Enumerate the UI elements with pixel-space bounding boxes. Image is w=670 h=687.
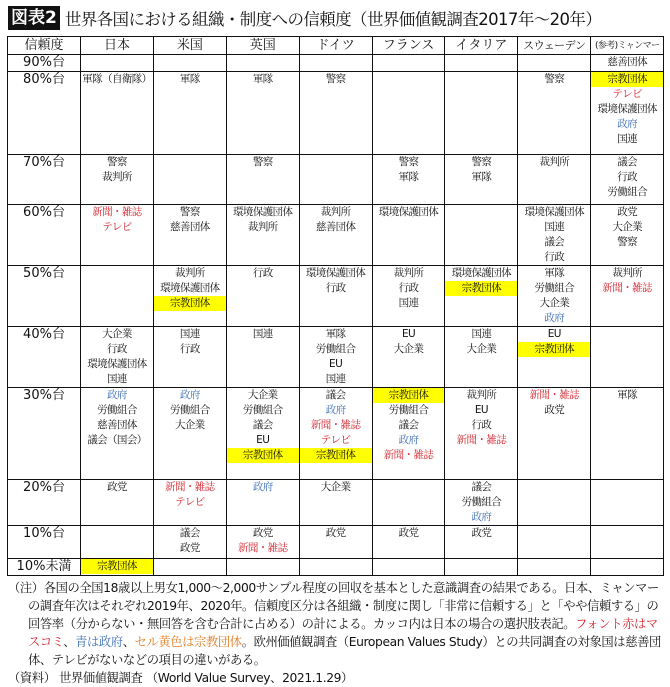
institution-item: 政府: [471, 511, 492, 523]
note-text: [8, 579, 663, 669]
institution-item: 政党: [544, 404, 565, 416]
trust-table: [7, 36, 664, 576]
institution-item: 警察: [544, 73, 565, 85]
table-cell: [591, 388, 664, 480]
trust-level-label: 30%台: [8, 388, 81, 480]
table-row: [8, 205, 664, 266]
institution-item: 政党: [179, 542, 200, 554]
table-cell: [299, 388, 372, 480]
table-row: [8, 266, 664, 327]
trust-level-label: 80%台: [8, 72, 81, 155]
institution-item: 政党: [252, 527, 273, 539]
institution-item: 慈善団体: [170, 221, 210, 233]
institution-item: 大企業: [466, 343, 497, 355]
institution-item: 労働組合: [534, 282, 575, 294]
institution-item: EU: [329, 358, 343, 370]
institution-item: 宗教団体: [300, 448, 372, 463]
table-cell: [226, 72, 299, 155]
table-cell: [226, 327, 299, 388]
institution-item: 議会: [544, 236, 565, 248]
footnote: [8, 579, 663, 687]
institution-item: 新聞・雑誌: [237, 542, 288, 554]
table-cell: [81, 526, 154, 559]
institution-item: 議会: [325, 389, 346, 401]
institution-item: 議会: [617, 156, 638, 168]
institution-item: 宗教団体: [81, 559, 153, 574]
institution-item: 労働組合: [97, 404, 137, 416]
institution-item: 大企業: [102, 328, 132, 340]
institution-item: 大企業: [320, 481, 351, 493]
institution-item: 行政: [617, 171, 638, 183]
table-cell: [591, 72, 664, 155]
table-cell: [153, 480, 226, 526]
institution-item: 警察: [252, 156, 273, 168]
institution-item: 新聞・雑誌: [310, 419, 361, 431]
institution-item: 裁判所: [612, 267, 643, 279]
trust-level-label: 90%台: [8, 55, 81, 72]
table-cell: [445, 205, 518, 266]
institution-item: 警察: [325, 73, 346, 85]
table-cell: [299, 327, 372, 388]
figure-number-tag: 図表2: [8, 6, 60, 30]
table-row: [8, 72, 664, 155]
institution-item: 国連: [617, 133, 638, 145]
institution-item: 環境保護団体: [451, 267, 512, 279]
table-cell: [226, 155, 299, 205]
trust-level-label: 50%台: [8, 266, 81, 327]
institution-item: 新聞・雑誌: [383, 449, 434, 461]
institution-item: 労働組合: [315, 343, 356, 355]
institution-item: 政府: [325, 404, 346, 416]
table-cell: [445, 327, 518, 388]
table-cell: [81, 205, 154, 266]
table-cell: [372, 72, 445, 155]
figure-title-text: 世界各国における組織・制度への信頼度（世界価値観調査2017年～20年）: [64, 10, 602, 29]
institution-item: 政府: [107, 389, 127, 401]
table-row: [8, 155, 664, 205]
institution-item: 慈善団体: [607, 56, 647, 68]
table-cell: [153, 266, 226, 327]
institution-item: 環境保護団体: [524, 206, 584, 218]
table-cell: [518, 155, 591, 205]
table-cell: [518, 559, 591, 576]
institution-item: 警察: [107, 156, 127, 168]
institution-item: 国連: [252, 328, 273, 340]
institution-item: 政府: [179, 389, 200, 401]
table-cell: [299, 266, 372, 327]
institution-item: 政府: [252, 481, 273, 493]
table-cell: [226, 559, 299, 576]
trust-level-label: 10%未満: [8, 559, 81, 576]
table-cell: [81, 480, 154, 526]
institution-item: 国連: [544, 221, 565, 233]
institution-item: 議会: [471, 481, 492, 493]
note-segment: 、: [63, 635, 76, 649]
table-cell: [153, 559, 226, 576]
table-cell: [518, 480, 591, 526]
institution-item: 国連: [179, 328, 200, 340]
table-cell: [518, 388, 591, 480]
table-cell: [153, 55, 226, 72]
table-cell: [81, 388, 154, 480]
institution-item: 環境保護団体: [597, 103, 657, 115]
table-row: [8, 480, 664, 526]
institution-item: 軍隊: [325, 328, 346, 340]
table-cell: [81, 72, 154, 155]
table-cell: [372, 55, 445, 72]
table-cell: [518, 72, 591, 155]
table-cell: [518, 55, 591, 72]
note-segment: 、: [122, 635, 135, 649]
institution-item: 大企業: [393, 343, 424, 355]
table-cell: [81, 155, 154, 205]
institution-item: 慈善団体: [315, 221, 356, 233]
table-cell: [518, 327, 591, 388]
institution-item: 軍隊: [398, 171, 419, 183]
trust-level-label: 10%台: [8, 526, 81, 559]
table-cell: [591, 327, 664, 388]
table-cell: [299, 205, 372, 266]
institution-item: 政党: [617, 206, 638, 218]
table-cell: [299, 526, 372, 559]
table-row: [8, 327, 664, 388]
institution-item: 行政: [179, 343, 200, 355]
table-cell: [445, 480, 518, 526]
institution-item: 慈善団体: [97, 419, 137, 431]
table-cell: [445, 72, 518, 155]
table-cell: [153, 526, 226, 559]
table-cell: [81, 327, 154, 388]
table-cell: [591, 205, 664, 266]
table-cell: [226, 205, 299, 266]
institution-item: 政党: [471, 527, 492, 539]
source-text: （資料） 世界価値観調査 （World Value Survey、2021.1.29）: [8, 671, 353, 685]
header-country: 英国: [226, 37, 299, 55]
institution-item: 行政: [325, 282, 346, 294]
header-trust-level: 信頼度: [8, 37, 81, 55]
table-cell: [153, 155, 226, 205]
institution-item: 宗教団体: [373, 388, 445, 403]
table-cell: [372, 155, 445, 205]
institution-item: テレビ: [612, 88, 642, 100]
table-cell: [299, 559, 372, 576]
institution-item: 政党: [107, 481, 127, 493]
institution-item: 行政: [471, 419, 492, 431]
institution-item: 宗教団体: [445, 281, 517, 296]
institution-item: 環境保護団体: [87, 358, 147, 370]
table-cell: [81, 559, 154, 576]
header-country: ドイツ: [299, 37, 372, 55]
table-cell: [299, 155, 372, 205]
table-cell: [372, 559, 445, 576]
institution-item: テレビ: [320, 434, 351, 446]
institution-item: 行政: [544, 251, 565, 263]
legend-blue-text: 青は政府: [75, 635, 123, 649]
table-cell: [226, 526, 299, 559]
table-cell: [372, 526, 445, 559]
institution-item: 国連: [107, 373, 127, 385]
table-cell: [299, 55, 372, 72]
table-cell: [518, 205, 591, 266]
institution-item: テレビ: [102, 221, 132, 233]
institution-item: 裁判所: [466, 389, 497, 401]
table-cell: [226, 388, 299, 480]
header-row: [8, 37, 664, 55]
institution-item: 裁判所: [102, 171, 132, 183]
institution-item: 宗教団体: [591, 72, 663, 87]
institution-item: 労働組合: [388, 404, 429, 416]
institution-item: 国連: [471, 328, 492, 340]
institution-item: 政府: [398, 434, 419, 446]
table-cell: [299, 480, 372, 526]
institution-item: 環境保護団体: [233, 206, 293, 218]
table-cell: [591, 559, 664, 576]
table-cell: [153, 205, 226, 266]
table-row: [8, 55, 664, 72]
table-cell: [591, 266, 664, 327]
institution-item: 議会: [398, 419, 419, 431]
institution-item: 国連: [398, 297, 419, 309]
note-segment: （注）各国の全国18歳以上男女1,000～2,000サンプル程度の回収を基本とした意識調査の結果である。日本、ミャンマーの調査年次はそれぞれ2019年、2020年。信頼度区分は各組織・制度に関し「非常に信頼する」と「やや信頼する」の回答率（分からない・無回答を含む合計に占める）の計による。カッコ内は日本の場合の選択肢表記。: [8, 581, 659, 631]
institution-item: 環境保護団体: [160, 282, 220, 294]
trust-level-label: 20%台: [8, 480, 81, 526]
institution-item: 裁判所: [320, 206, 351, 218]
institution-item: 行政: [107, 343, 127, 355]
table-cell: [299, 72, 372, 155]
institution-item: 大企業: [247, 389, 278, 401]
institution-item: 軍隊: [471, 171, 492, 183]
table-cell: [226, 266, 299, 327]
institution-item: 新聞・雑誌: [165, 481, 215, 493]
institution-item: EU: [256, 434, 270, 446]
institution-item: 労働組合: [170, 404, 210, 416]
institution-item: 軍隊: [617, 389, 638, 401]
institution-item: 裁判所: [393, 267, 424, 279]
institution-item: 裁判所: [174, 267, 205, 279]
legend-red-text: フォント赤はマスコミ: [28, 617, 658, 649]
institution-item: 警察: [398, 156, 419, 168]
institution-item: 軍隊（自衛隊）: [82, 73, 152, 85]
table-cell: [226, 55, 299, 72]
table-row: [8, 388, 664, 480]
institution-item: 行政: [398, 282, 419, 294]
institution-item: 議会（国会）: [87, 434, 147, 446]
table-cell: [81, 55, 154, 72]
institution-item: 環境保護団体: [378, 206, 439, 218]
institution-item: 政党: [325, 527, 346, 539]
institution-item: 労働組合: [607, 186, 647, 198]
institution-item: 裁判所: [247, 221, 278, 233]
trust-level-label: 70%台: [8, 155, 81, 205]
institution-item: EU: [474, 404, 488, 416]
institution-item: EU: [401, 328, 416, 340]
table-row: [8, 559, 664, 576]
institution-item: 軍隊: [179, 73, 200, 85]
institution-item: 環境保護団体: [305, 267, 366, 279]
institution-item: 大企業: [174, 419, 205, 431]
table-cell: [226, 480, 299, 526]
table-cell: [372, 388, 445, 480]
institution-item: 新聞・雑誌: [529, 389, 580, 401]
table-cell: [445, 559, 518, 576]
table-cell: [591, 480, 664, 526]
table-cell: [153, 72, 226, 155]
table-cell: [445, 155, 518, 205]
trust-level-label: 60%台: [8, 205, 81, 266]
header-country: イタリア: [445, 37, 518, 55]
institution-item: 裁判所: [539, 156, 570, 168]
table-cell: [372, 480, 445, 526]
figure-title: [8, 6, 670, 30]
header-country: スウェーデン: [518, 37, 591, 55]
institution-item: 宗教団体: [154, 296, 226, 311]
table-cell: [591, 526, 664, 559]
trust-level-label: 40%台: [8, 327, 81, 388]
institution-item: 警察: [617, 236, 638, 248]
table-cell: [591, 55, 664, 72]
institution-item: 警察: [179, 206, 200, 218]
header-country: 日本: [81, 37, 154, 55]
institution-item: 大企業: [539, 297, 570, 309]
institution-item: 政府: [544, 312, 565, 324]
institution-item: 警察: [471, 156, 492, 168]
institution-item: 大企業: [612, 221, 643, 233]
institution-item: 宗教団体: [518, 342, 590, 357]
table-cell: [81, 266, 154, 327]
institution-item: 宗教団体: [227, 448, 299, 463]
note-segment: 。欧州価値観調査（European Values Study）との共同調査の対象国は慈善団体、テレビがないなどの項目の違いがある。: [28, 635, 661, 667]
header-country: 米国: [153, 37, 226, 55]
institution-item: 軍隊: [252, 73, 273, 85]
header-country: フランス: [372, 37, 445, 55]
table-cell: [591, 155, 664, 205]
institution-item: 政府: [617, 118, 638, 130]
table-cell: [372, 266, 445, 327]
institution-item: 政党: [398, 527, 419, 539]
table-cell: [372, 327, 445, 388]
table-row: [8, 526, 664, 559]
institution-item: 労働組合: [242, 404, 283, 416]
table-cell: [445, 526, 518, 559]
institution-item: EU: [547, 328, 561, 340]
table-cell: [153, 327, 226, 388]
institution-item: 国連: [325, 373, 346, 385]
table-cell: [518, 526, 591, 559]
table-cell: [372, 205, 445, 266]
institution-item: 軍隊: [544, 267, 565, 279]
table-cell: [445, 266, 518, 327]
table-cell: [518, 266, 591, 327]
table-cell: [445, 55, 518, 72]
institution-item: テレビ: [175, 496, 205, 508]
institution-item: 行政: [252, 267, 273, 279]
table-cell: [153, 388, 226, 480]
institution-item: 労働組合: [461, 496, 502, 508]
institution-item: 議会: [252, 419, 273, 431]
legend-orange-text: セル黄色は宗教団体: [134, 635, 242, 649]
institution-item: 新聞・雑誌: [456, 434, 507, 446]
table-cell: [445, 388, 518, 480]
header-country: (参考)ミャンマー: [591, 37, 664, 55]
institution-item: 議会: [179, 527, 200, 539]
institution-item: 新聞・雑誌: [92, 206, 142, 218]
institution-item: 新聞・雑誌: [602, 282, 652, 294]
